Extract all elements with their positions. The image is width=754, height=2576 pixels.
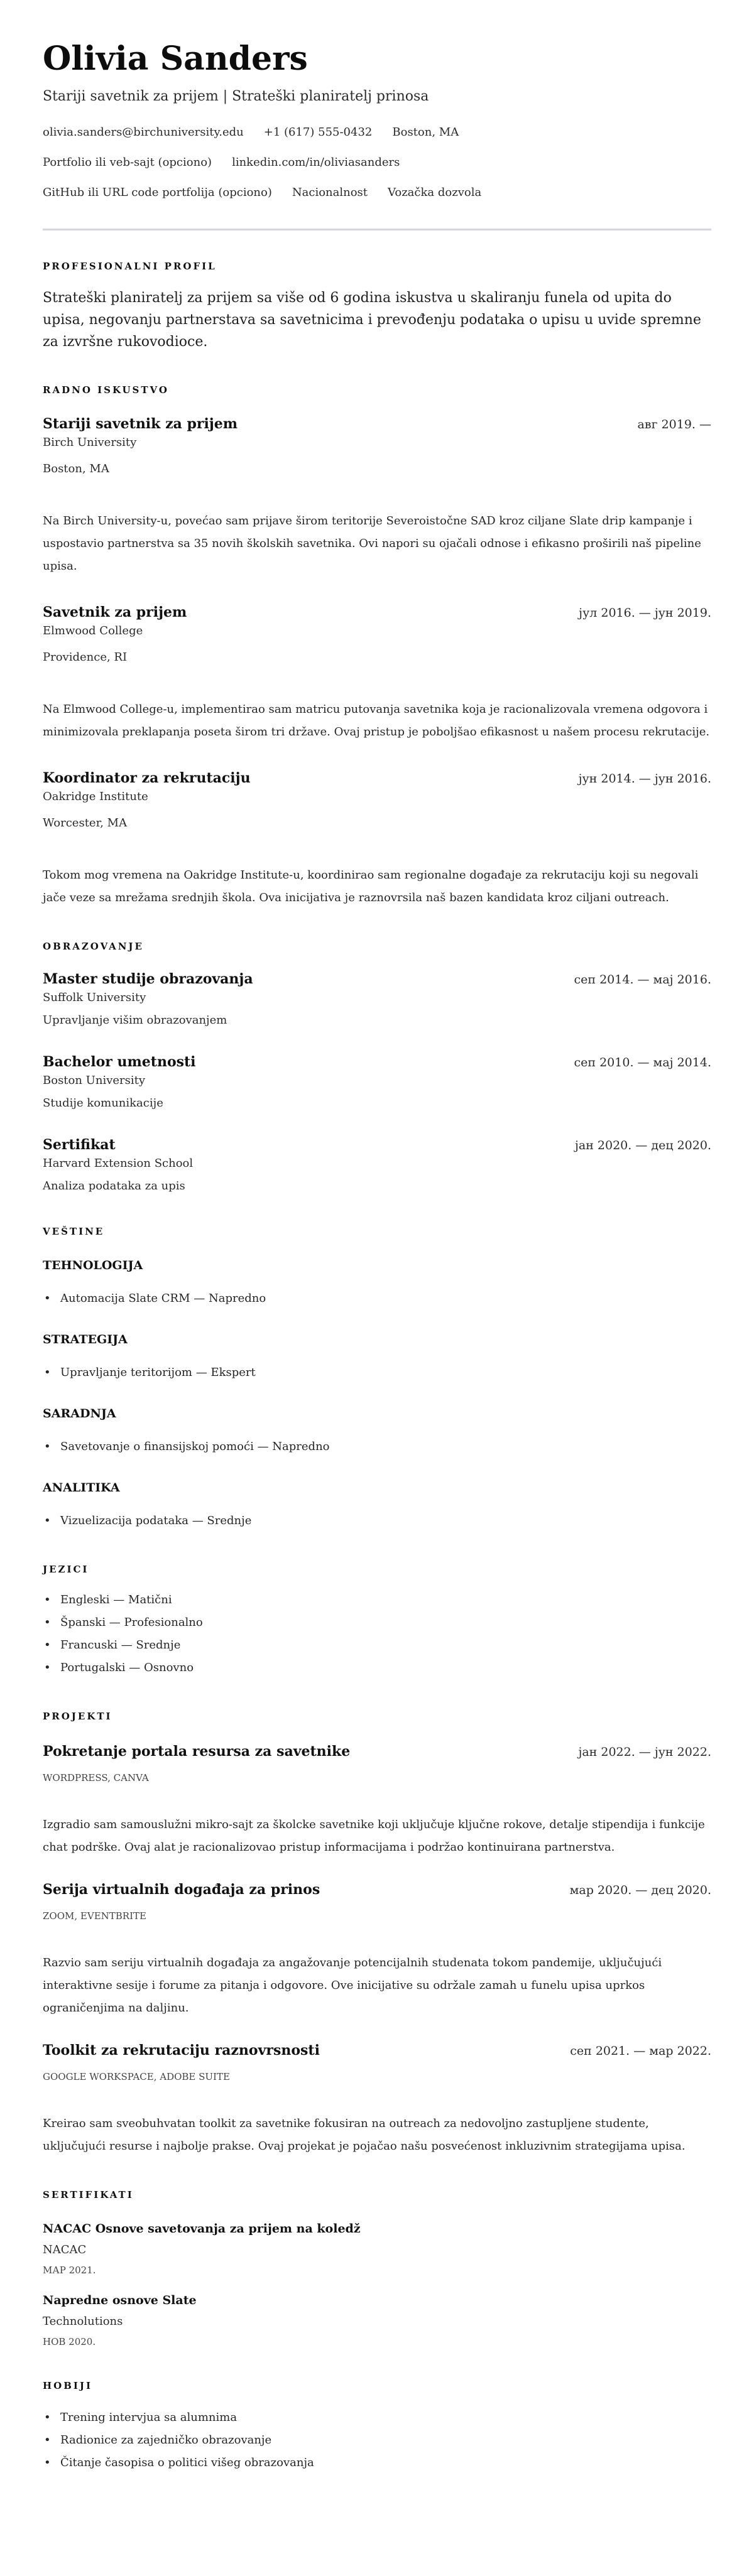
certificate-title: NACAC Osnove savetovanja za prijem na koledž [43, 2222, 361, 2236]
skill-group [43, 1257, 711, 1310]
contact-phone[interactable]: +1 (617) 555-0432 [263, 126, 373, 139]
project-tech: ZOOM, EVENTBRITE [43, 1910, 146, 1922]
section-skills [43, 1225, 711, 1532]
job-dates: јун 2014. — јун 2016. [578, 772, 711, 786]
degree-field: Upravljanje višim obrazovanjem [43, 1014, 227, 1027]
skill-category: STRATEGIJA [43, 1333, 128, 1346]
section-profile [43, 259, 711, 353]
project-item [43, 1742, 711, 1859]
contact-nationality: Nacionalnost [292, 186, 368, 199]
certificate-item [43, 2221, 711, 2277]
job-title: Stariji savetnik za prijem [43, 416, 238, 432]
section-title-experience: RADNO ISKUSTVO [43, 384, 169, 396]
experience-item [43, 769, 711, 909]
project-title: Toolkit za rekrutaciju raznovrsnosti [43, 2042, 320, 2059]
hobby-item: • Radionice za zajedničko obrazovanje [43, 2429, 711, 2452]
experience-item [43, 414, 711, 578]
project-dates: јан 2022. — јун 2022. [578, 1745, 711, 1759]
job-title: Savetnik za prijem [43, 604, 187, 620]
project-title: Pokretanje portala resursa za savetnike [43, 1743, 351, 1760]
section-hobbies [43, 2379, 711, 2474]
skill-group [43, 1480, 711, 1532]
contact-email[interactable]: olivia.sanders@birchuniversity.edu [43, 126, 244, 139]
project-title: Serija virtualnih događaja za prinos [43, 1881, 320, 1898]
job-description: Na Elmwood College-u, implementirao sam matricu putovanja savetnika koja je racionalizovala vremena odgovora i minimizovala preklapanja poseta širom tri države. Ovaj pristup je poboljšao efikasnost u našem procesu rekrutacije. [43, 703, 710, 739]
job-title: Koordinator za rekrutaciju [43, 770, 251, 786]
degree-title: Sertifikat [43, 1137, 116, 1153]
language-list [43, 1589, 711, 1679]
job-company: Oakridge Institute [43, 790, 148, 803]
skill-item: • Upravljanje teritorijom — Ekspert [43, 1361, 711, 1384]
job-description: Tokom mog vremena na Oakridge Institute-u, koordinirao sam regionalne događaje za rekrutaciju koji su negovali jače veze sa mrežama srednjih škola. Ova inicijativa je raznovrsila naš bazen kandidata kroz ciljani outreach. [43, 869, 699, 904]
contact-row-links [43, 154, 711, 171]
skill-group [43, 1405, 711, 1458]
contact-linkedin[interactable]: linkedin.com/in/oliviasanders [232, 156, 400, 169]
job-dates: авг 2019. — [637, 418, 711, 431]
degree-title: Master studije obrazovanja [43, 971, 253, 987]
skill-category: ANALITIKA [43, 1481, 120, 1495]
degree-field: Analiza podataka za upis [43, 1179, 185, 1193]
job-company: Birch University [43, 436, 137, 449]
section-projects [43, 1709, 711, 2158]
contact-portfolio[interactable]: Portfolio ili veb-sajt (opciono) [43, 156, 212, 169]
job-location: Worcester, MA [43, 816, 128, 830]
profile-summary: Strateški planiratelj za prijem sa više od 6 godina iskustva u skaliranju funela od upita do upisa, negovanju partnerstava sa savetnicima i prevođenju podataka o upisu u uvide spremne za izvršne rukovodioce. [43, 290, 701, 350]
job-description: Na Birch University-u, povećao sam prijave širom teritorije Severoistočne SAD kroz ciljane Slate drip kampanje i uspostavio partnerstva sa 35 novih školskih savetnika. Ovi napori su ojačali odnose i efikasno proširili naš pipeline upisa. [43, 514, 701, 573]
section-title-skills: VEŠTINE [43, 1226, 105, 1237]
certificate-date: НОВ 2020. [43, 2336, 96, 2347]
skill-item: • Savetovanje o finansijskoj pomoći — Napredno [43, 1436, 711, 1458]
project-description: Kreirao sam sveobuhvatan toolkit za savetnike fokusiran na outreach za nedovoljno zastupljene studente, uključujući resurse i najbolje prakse. Ovaj projekat je pojačao našu posvećenost inkluzivnim strategijama upisa. [43, 2117, 686, 2153]
degree-field: Studije komunikacije [43, 1096, 163, 1110]
project-item [43, 2041, 711, 2158]
section-title-profile: PROFESIONALNI PROFIL [43, 261, 217, 272]
section-title-projects: PROJEKTI [43, 1711, 112, 1722]
contact-row-extra [43, 185, 711, 201]
job-company: Elmwood College [43, 624, 143, 637]
language-item: • Engleski — Matični [43, 1589, 711, 1611]
section-title-education: OBRAZOVANJE [43, 941, 144, 952]
project-item [43, 1880, 711, 2020]
section-title-hobbies: HOBIJI [43, 2380, 93, 2391]
section-certificates [43, 2188, 711, 2349]
project-description: Razvio sam seriju virtualnih događaja za angažovanje potencijalnih studenata tokom pandemije, uključujući interaktivne sesije i forume za pitanja i odgovore. Ove inicijative su održale zamah u funelu upisa uprkos ograničenjima na daljinu. [43, 1956, 662, 2015]
experience-item [43, 603, 711, 744]
section-title-certificates: SERTIFIKATI [43, 2189, 134, 2200]
language-item: • Španski — Profesionalno [43, 1611, 711, 1634]
contact-drivers-license: Vozačka dozvola [388, 186, 482, 199]
candidate-name: Olivia Sanders [43, 40, 308, 78]
hobby-list [43, 2406, 711, 2474]
section-experience [43, 383, 711, 909]
job-dates: јул 2016. — јун 2019. [579, 606, 711, 620]
language-item: • Francuski — Srednje [43, 1634, 711, 1657]
hobby-item: • Trening intervjua sa alumnima [43, 2406, 711, 2429]
certificate-title: Napredne osnove Slate [43, 2293, 197, 2307]
school-name: Boston University [43, 1074, 146, 1087]
project-tech: WORDPRESS, CANVA [43, 1772, 149, 1783]
skill-group [43, 1331, 711, 1384]
degree-dates: јан 2020. — дец 2020. [575, 1139, 711, 1152]
language-item: • Portugalski — Osnovno [43, 1657, 711, 1679]
section-languages [43, 1562, 711, 1679]
resume-header [43, 36, 711, 201]
skill-category: SARADNJA [43, 1407, 116, 1421]
school-name: Harvard Extension School [43, 1157, 194, 1170]
education-item [43, 1053, 711, 1112]
skill-item: • Automacija Slate CRM — Napredno [43, 1287, 711, 1310]
education-item [43, 1135, 711, 1194]
header-divider [43, 229, 711, 230]
skill-category: TEHNOLOGIJA [43, 1258, 143, 1272]
certificate-item [43, 2292, 711, 2349]
degree-title: Bachelor umetnosti [43, 1054, 196, 1070]
certificate-date: МАР 2021. [43, 2265, 96, 2276]
hobby-item: • Čitanje časopisa o politici višeg obrazovanja [43, 2452, 711, 2474]
education-item [43, 970, 711, 1029]
certificate-issuer: Technolutions [43, 2315, 123, 2328]
job-location: Boston, MA [43, 462, 109, 475]
contact-github[interactable]: GitHub ili URL code portfolija (opciono) [43, 186, 272, 199]
certificate-issuer: NACAC [43, 2243, 87, 2256]
project-dates: мар 2020. — дец 2020. [569, 1883, 711, 1897]
project-dates: сеп 2021. — мар 2022. [570, 2044, 711, 2058]
project-description: Izgradio sam samouslužni mikro-sajt za školcke savetnike koji uključuje ključne rokove, detalje stipendija i funkcije chat podrške. Ovaj alat je racionalizovao pristup informacijama i podržao kontinuirana partnerstva. [43, 1818, 705, 1854]
section-title-languages: JEZICI [43, 1564, 89, 1575]
candidate-headline: Stariji savetnik za prijem | Strateški planiratelj prinosa [43, 89, 429, 104]
skill-item: • Vizuelizacija podataka — Srednje [43, 1510, 711, 1532]
contact-location: Boston, MA [392, 126, 459, 139]
school-name: Suffolk University [43, 991, 146, 1004]
section-education [43, 939, 711, 1194]
job-location: Providence, RI [43, 651, 128, 664]
degree-dates: сеп 2010. — мај 2014. [574, 1056, 711, 1069]
degree-dates: сеп 2014. — мај 2016. [574, 973, 711, 987]
project-tech: GOOGLE WORKSPACE, ADOBE SUITE [43, 2071, 230, 2082]
contact-row-primary [43, 124, 711, 141]
